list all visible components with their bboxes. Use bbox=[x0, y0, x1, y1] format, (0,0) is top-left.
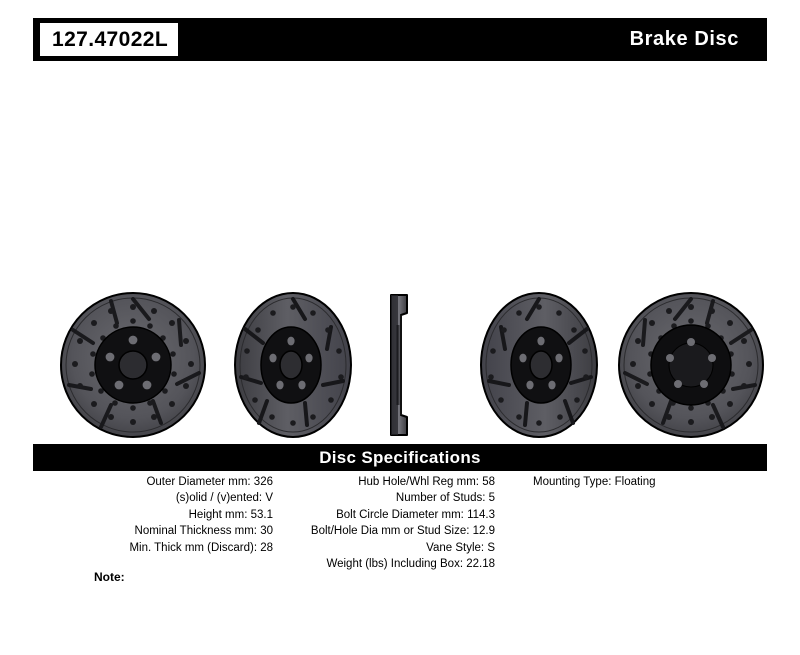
spec-solid-vented: (s)olid / (v)ented: V bbox=[175, 492, 273, 505]
rotor-edge-profile bbox=[371, 285, 431, 445]
spec-vane-style: Vane Style: S bbox=[426, 541, 495, 554]
rotor-angled-left bbox=[215, 285, 365, 445]
rotor-front-drilled-slotted bbox=[53, 285, 213, 445]
rotor-rear-drilled-slotted bbox=[611, 285, 771, 445]
spec-column-left bbox=[33, 474, 273, 556]
rotor-illustration-group bbox=[33, 285, 767, 445]
part-number: 127.47022L bbox=[40, 23, 178, 56]
spec-height: Height mm: 53.1 bbox=[188, 508, 273, 521]
spec-nominal-thickness: Nominal Thickness mm: 30 bbox=[134, 525, 273, 538]
spec-mounting-type: Mounting Type: Floating bbox=[533, 476, 656, 488]
disc-specifications-body bbox=[33, 474, 767, 584]
spec-bolt-circle-diameter: Bolt Circle Diameter mm: 114.3 bbox=[336, 508, 495, 521]
spec-bolt-hole-dia: Bolt/Hole Dia mm or Stud Size: 12.9 bbox=[310, 525, 495, 538]
spec-min-thickness: Min. Thick mm (Discard): 28 bbox=[129, 541, 273, 554]
spec-outer-diameter: Outer Diameter mm: 326 bbox=[146, 476, 273, 488]
spec-weight: Weight (lbs) Including Box: 22.18 bbox=[326, 558, 495, 571]
note-label: Note: bbox=[94, 570, 125, 584]
spec-hub-hole: Hub Hole/Whl Reg mm: 58 bbox=[358, 476, 495, 488]
header-bar bbox=[33, 18, 767, 61]
disc-specifications-title: Disc Specifications bbox=[33, 444, 767, 471]
spec-column-right bbox=[533, 474, 767, 490]
page-title: Brake Disc bbox=[629, 28, 739, 50]
spec-column-middle bbox=[275, 474, 495, 572]
spec-number-of-studs: Number of Studs: 5 bbox=[395, 492, 495, 505]
rotor-angled-right bbox=[467, 285, 617, 445]
